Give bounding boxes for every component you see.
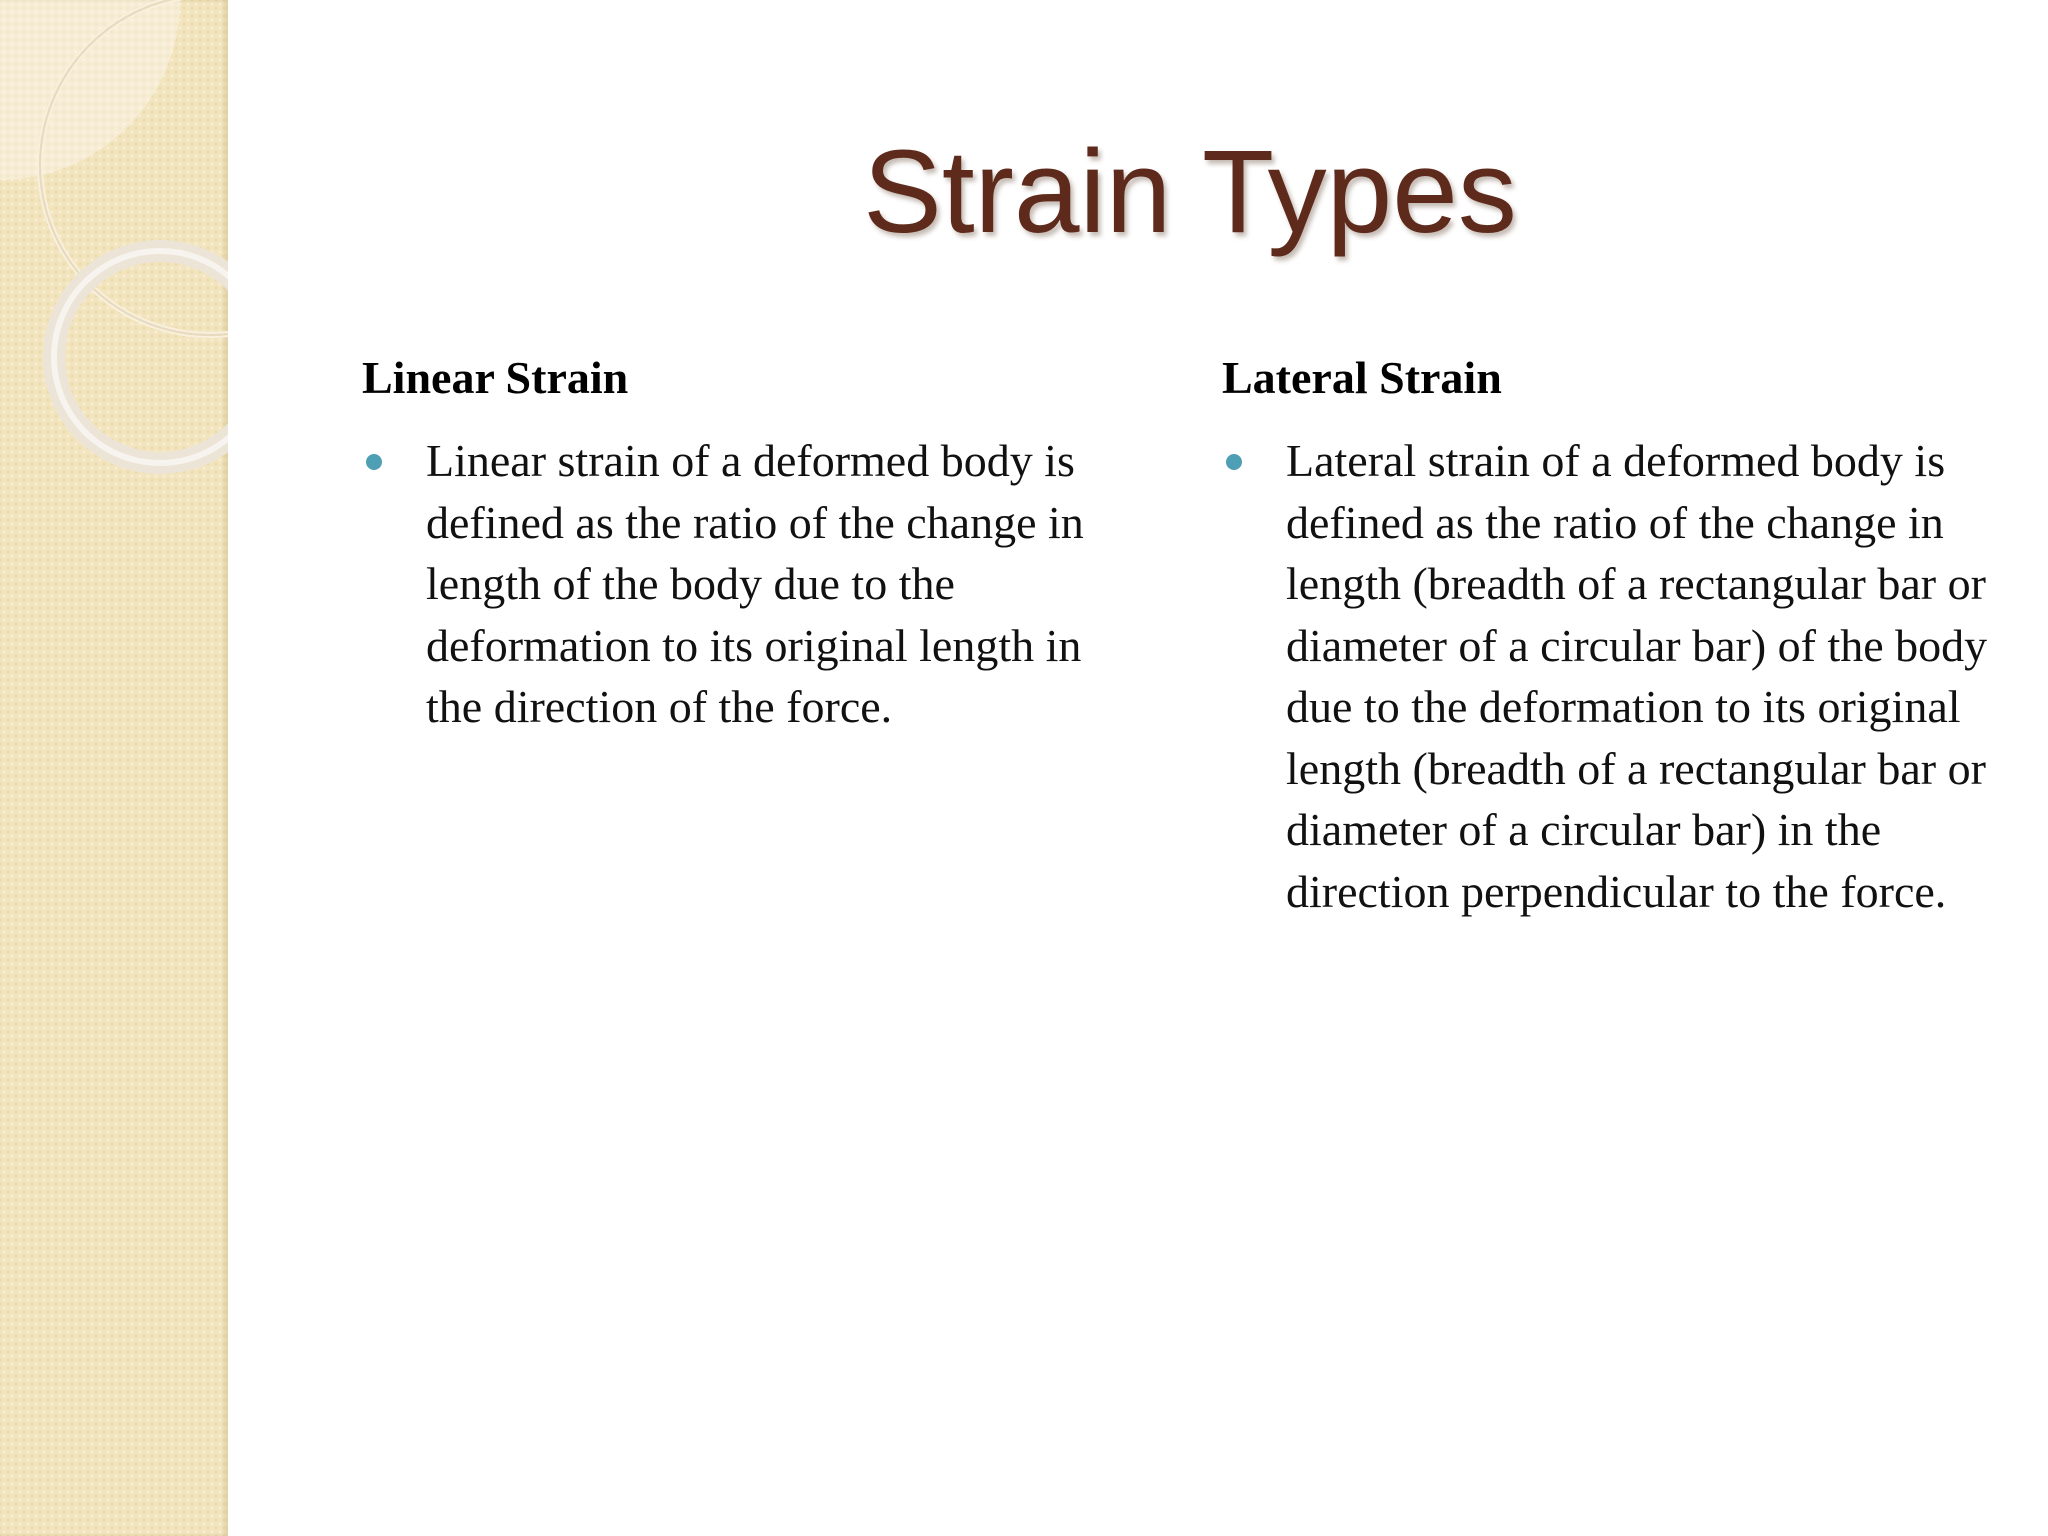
column-heading: Linear Strain (362, 352, 629, 403)
column-linear-strain (362, 350, 1122, 738)
decorative-side-band (0, 0, 228, 1536)
corner-highlight (0, 0, 180, 180)
small-ring (54, 251, 228, 463)
column-lateral-strain (1222, 350, 2002, 922)
decorative-rings (0, 0, 228, 520)
bullet-item (1222, 430, 2002, 922)
bullet-dot-icon (1226, 454, 1242, 470)
column-heading: Lateral Strain (1222, 352, 1502, 403)
bullet-text: Linear strain of a deformed body is defined as the ratio of the change in length of the body due to the deformation to its original length in the direction of the force. (426, 435, 1084, 732)
bullet-dot-icon (366, 454, 382, 470)
slide-title: Strain Types (863, 126, 1517, 258)
bullet-item (362, 430, 1122, 738)
bullet-text: Lateral strain of a deformed body is defined as the ratio of the change in length (breadth of a rectangular bar or diameter of a circular bar) of the body due to the deformation to its original length (breadth of a rectangular bar or diameter of a circular bar) in the direction perpendicular to the force. (1286, 435, 1988, 917)
